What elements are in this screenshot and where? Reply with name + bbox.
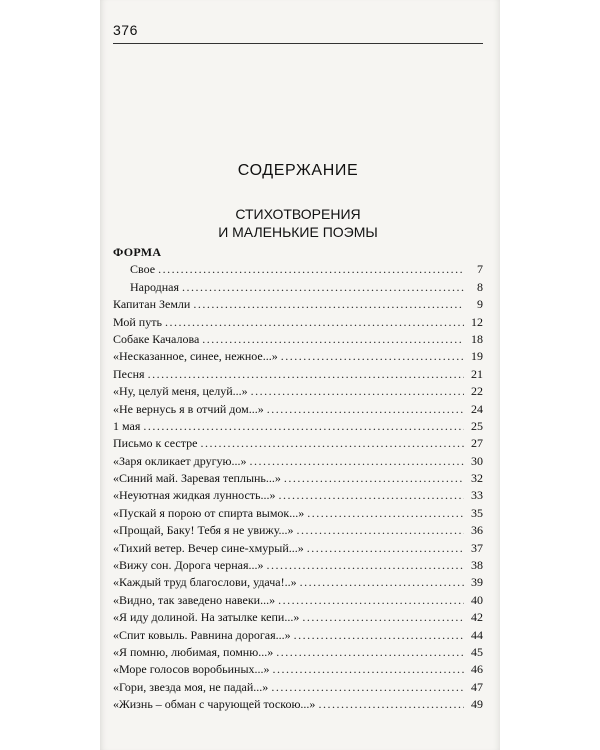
toc-dot-leader xyxy=(271,679,464,696)
toc-dot-leader xyxy=(158,261,464,278)
toc-entry-page: 46 xyxy=(471,662,483,677)
toc-entry-title: Мой путь xyxy=(113,314,162,329)
page-number: 376 xyxy=(113,22,138,38)
toc-entry-title: «Жизнь – обман с чарующей тоскою...» xyxy=(113,697,316,712)
toc-entry-page: 18 xyxy=(471,331,483,346)
toc-entry-page: 24 xyxy=(471,401,483,416)
toc-dot-leader xyxy=(251,383,464,400)
toc-entry xyxy=(113,296,483,313)
toc-entry-title: «Спит ковыль. Равнина дорогая...» xyxy=(113,627,291,642)
toc-entry-page: 38 xyxy=(471,558,483,573)
toc-dot-leader xyxy=(165,314,464,331)
toc-entry-title: «Пускай я порою от спирта вымок...» xyxy=(113,505,305,520)
toc-entry xyxy=(113,435,483,452)
toc-entry-title: «Я иду долиной. На затылке кепи...» xyxy=(113,610,300,625)
toc-dot-leader xyxy=(202,331,464,348)
toc-entry xyxy=(113,574,483,591)
toc-entry-page: 27 xyxy=(471,436,483,451)
toc-dot-leader xyxy=(294,627,464,644)
toc-entry-title: «Ну, целуй меня, целуй...» xyxy=(113,384,248,399)
toc-entry xyxy=(113,366,483,383)
toc-dot-leader xyxy=(318,696,464,713)
toc-entry xyxy=(113,505,483,522)
header-rule xyxy=(113,43,483,44)
toc-dot-leader xyxy=(182,279,464,296)
toc-entry-page: 7 xyxy=(477,262,483,277)
toc-entry-title: Песня xyxy=(113,366,145,381)
toc-entry xyxy=(113,261,483,278)
toc-entry-title: «Море голосов воробьиных...» xyxy=(113,662,270,677)
toc-entry-title: Свое xyxy=(130,262,156,277)
toc-entry xyxy=(113,470,483,487)
toc-entry-title: Народная xyxy=(130,279,180,294)
section-title: СОДЕРЖАНИЕ xyxy=(237,162,359,179)
subsection-title-line-2: И МАЛЕНЬКИЕ ПОЭМЫ xyxy=(218,224,378,240)
toc-entry xyxy=(113,279,483,296)
toc-entry xyxy=(113,661,483,678)
toc-entry-page: 21 xyxy=(471,366,483,381)
toc-dot-leader xyxy=(307,505,464,522)
toc-dot-leader xyxy=(193,296,464,313)
toc-dot-leader xyxy=(273,661,464,678)
toc-entry xyxy=(113,487,483,504)
toc-entry xyxy=(113,644,483,661)
toc-entry-page: 40 xyxy=(471,592,483,607)
toc-entry xyxy=(113,348,483,365)
toc-dot-leader xyxy=(302,609,464,626)
toc-entry xyxy=(113,314,483,331)
toc-entry-page: 9 xyxy=(477,297,483,312)
toc-entry xyxy=(113,696,483,713)
toc-dot-leader xyxy=(307,540,464,557)
toc-dot-leader xyxy=(297,522,465,539)
subsection-title xyxy=(113,205,483,241)
toc-entry-title: «Прощай, Баку! Тебя я не увижу...» xyxy=(113,523,294,538)
toc-dot-leader xyxy=(249,453,464,470)
toc-entry-title: «Я помню, любимая, помню...» xyxy=(113,644,274,659)
toc-entry xyxy=(113,331,483,348)
toc-dot-leader xyxy=(143,418,464,435)
toc-entry xyxy=(113,540,483,557)
table-of-contents xyxy=(113,244,483,714)
toc-entry-title: Письмо к сестре xyxy=(113,436,198,451)
toc-dot-leader xyxy=(148,366,464,383)
subsection-title-line-1: СТИХОТВОРЕНИЯ xyxy=(235,206,361,222)
toc-dot-leader xyxy=(278,592,464,609)
toc-entry-page: 47 xyxy=(471,679,483,694)
toc-entry-page: 37 xyxy=(471,540,483,555)
toc-entry-page: 44 xyxy=(471,627,483,642)
toc-entry xyxy=(113,401,483,418)
toc-entry-page: 35 xyxy=(471,505,483,520)
toc-entry xyxy=(113,592,483,609)
toc-entry-title: «Вижу сон. Дорога черная...» xyxy=(113,558,264,573)
toc-entry-page: 36 xyxy=(471,523,483,538)
toc-entry xyxy=(113,453,483,470)
toc-entry xyxy=(113,557,483,574)
toc-entry-title: «Несказанное, синее, нежное...» xyxy=(113,349,278,364)
toc-heading: ФОРМА xyxy=(113,245,162,259)
toc-entry-page: 39 xyxy=(471,575,483,590)
toc-dot-leader xyxy=(276,644,464,661)
toc-dot-leader xyxy=(284,470,464,487)
toc-dot-leader xyxy=(281,348,464,365)
toc-entry-title: Капитан Земли xyxy=(113,297,191,312)
toc-entry-page: 32 xyxy=(471,471,483,486)
toc-dot-leader xyxy=(200,435,464,452)
toc-entry-title: «Тихий ветер. Вечер сине-хмурый...» xyxy=(113,540,304,555)
toc-entry-page: 30 xyxy=(471,453,483,468)
toc-entry-title: «Неуютная жидкая лунность...» xyxy=(113,488,276,503)
toc-entry-page: 45 xyxy=(471,644,483,659)
toc-entry-title: «Каждый труд благослови, удача!..» xyxy=(113,575,297,590)
toc-entry xyxy=(113,679,483,696)
toc-entry-page: 22 xyxy=(471,384,483,399)
toc-entry-title: «Гори, звезда моя, не падай...» xyxy=(113,679,269,694)
toc-dot-leader xyxy=(267,557,464,574)
toc-entry xyxy=(113,609,483,626)
toc-dot-leader xyxy=(267,401,464,418)
toc-entry-page: 12 xyxy=(471,314,483,329)
toc-entry-title: «Заря окликает другую...» xyxy=(113,453,247,468)
toc-entry xyxy=(113,418,483,435)
toc-entry-title: Собаке Качалова xyxy=(113,331,200,346)
toc-entry-page: 25 xyxy=(471,418,483,433)
toc-entry-page: 8 xyxy=(477,279,483,294)
toc-entry-page: 42 xyxy=(471,610,483,625)
toc-entry-page: 19 xyxy=(471,349,483,364)
toc-dot-leader xyxy=(300,574,464,591)
toc-entry-title: 1 мая xyxy=(113,418,141,433)
toc-entry-page: 49 xyxy=(471,697,483,712)
toc-entry-title: «Не вернусь я в отчий дом...» xyxy=(113,401,264,416)
toc-entry xyxy=(113,627,483,644)
toc-entry-page: 33 xyxy=(471,488,483,503)
toc-entry xyxy=(113,522,483,539)
toc-entry xyxy=(113,383,483,400)
toc-entry-title: «Синий май. Заревая теплынь...» xyxy=(113,471,281,486)
toc-entry-title: «Видно, так заведено навеки...» xyxy=(113,592,276,607)
toc-dot-leader xyxy=(279,487,465,504)
